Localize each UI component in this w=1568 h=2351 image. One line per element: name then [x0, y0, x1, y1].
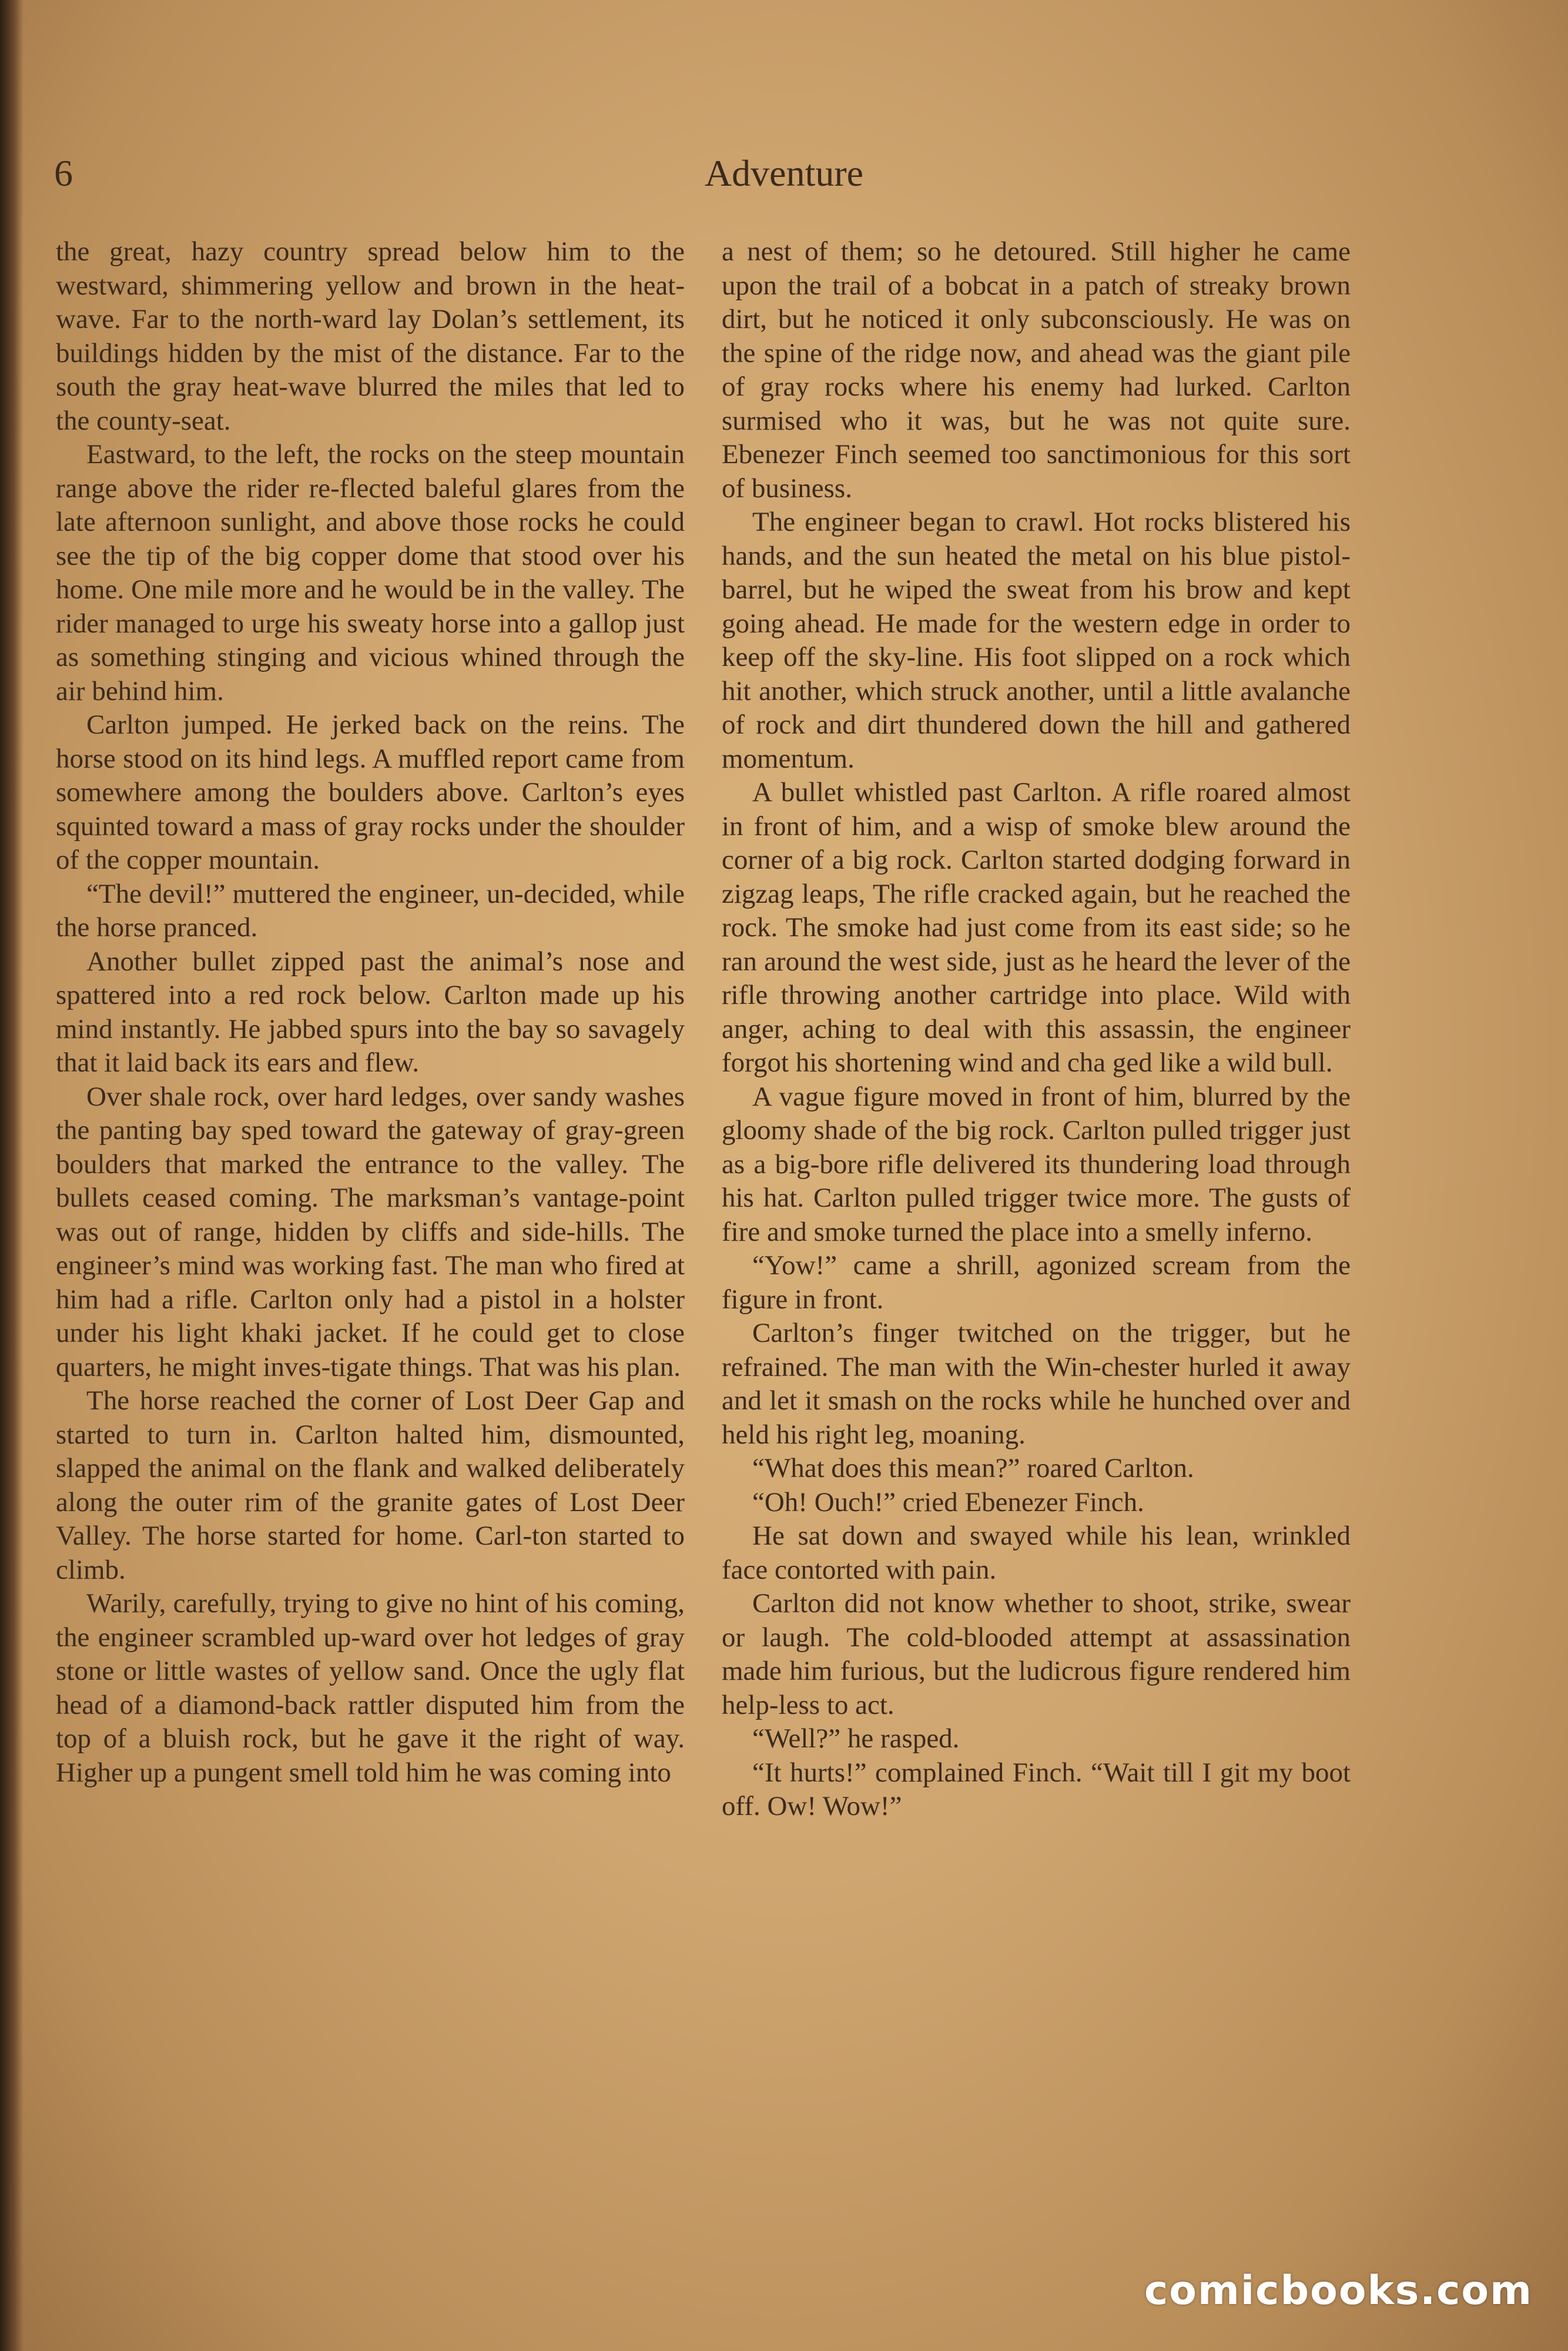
- paragraph: “Oh! Ouch!” cried Ebenezer Finch.: [752, 1486, 1144, 1518]
- paragraph: The horse reached the corner of Lost Deer Gap and started to turn in. Carlton halted him, dismounted, slapped the animal on the flank and walked deliberately along the outer rim of the granite gates of Lost Deer Valley. The horse started for home. Carl-ton started to climb.: [56, 1385, 685, 1585]
- paragraph: Warily, carefully, trying to give no hint of his coming, the engineer scrambled up-ward over hot ledges of gray stone or little wastes of yellow sand. Once the ugly flat head of a diamond-back rattler disputed him from the top of a bluish rock, but he gave it the right of way. Higher up a pungent smell told him he was coming into: [56, 1588, 685, 1788]
- watermark: comicbooks.com: [1144, 2268, 1533, 2314]
- paragraph: “It hurts!” complained Finch. “Wait till I git my boot off. Ow! Wow!”: [722, 1757, 1351, 1821]
- running-head: Adventure: [704, 152, 864, 194]
- paragraph: Carlton jumped. He jerked back on the reins. The horse stood on its hind legs. A muffled report came from somewhere among the boulders above. Carlton’s eyes squinted toward a mass of gray rocks under the shoulder of the copper mountain.: [56, 709, 685, 875]
- page-number: 6: [54, 152, 73, 194]
- left-column: [56, 235, 685, 1790]
- paragraph: Another bullet zipped past the animal’s nose and spattered into a red rock below. Carlton made up his mind instantly. He jabbed spurs into the bay so savagely that it laid back its ears and flew.: [56, 946, 685, 1078]
- paragraph: Eastward, to the left, the rocks on the steep mountain range above the rider re-flected baleful glares from the late afternoon sunlight, and above those rocks he could see the tip of the big copper dome that stood over his home. One mile more and he would be in the valley. The rider managed to urge his sweaty horse into a gallop just as something stinging and vicious whined through the air behind him.: [56, 439, 685, 706]
- paragraph: “Well?” he rasped.: [752, 1723, 960, 1754]
- paragraph: A vague figure moved in front of him, blurred by the gloomy shade of the big rock. Carlton pulled trigger just as a big-bore rifle delivered its thundering load through his hat. Carlton pulled trigger twice more. The gusts of fire and smoke turned the place into a smelly inferno.: [722, 1081, 1351, 1247]
- right-column: [722, 235, 1351, 1824]
- paragraph: The engineer began to crawl. Hot rocks blistered his hands, and the sun heated the metal on his blue pistol-barrel, but he wiped the sweat from his brow and kept going ahead. He made for the western edge in order to keep off the sky-line. His foot slipped on a rock which hit another, which struck another, until a little avalanche of rock and dirt thundered down the hill and gathered momentum.: [722, 507, 1351, 774]
- paragraph: He sat down and swayed while his lean, wrinkled face contorted with pain.: [722, 1521, 1351, 1585]
- paragraph: Carlton did not know whether to shoot, strike, swear or laugh. The cold-blooded attempt at assassination made him furious, but the ludicrous figure rendered him help-less to act.: [722, 1588, 1351, 1720]
- paragraph: A bullet whistled past Carlton. A rifle roared almost in front of him, and a wisp of smoke blew around the corner of a big rock. Carlton started dodging forward in zigzag leaps, The rifle cracked again, but he reached the rock. The smoke had just come from its east side; so he ran around the west side, just as he heard the lever of the rifle throwing another cartridge into place. Wild with anger, aching to deal with this assassin, the engineer forgot his shortening wind and cha ged like a wild bull.: [722, 777, 1351, 1078]
- paragraph: “The devil!” muttered the engineer, un-decided, while the horse pranced.: [56, 878, 685, 943]
- paragraph: a nest of them; so he detoured. Still higher he came upon the trail of a bobcat in a patch of streaky brown dirt, but he noticed it only subconsciously. He was on the spine of the ridge now, and ahead was the giant pile of gray rocks where his enemy had lurked. Carlton surmised who it was, but he was not quite sure. Ebenezer Finch seemed too sanctimonious for this sort of business.: [722, 236, 1351, 504]
- paragraph: “Yow!” came a shrill, agonized scream from the figure in front.: [722, 1250, 1351, 1315]
- paragraph: Carlton’s finger twitched on the trigger, but he refrained. The man with the Win-chester hurled it away and let it smash on the rocks while he hunched over and held his right leg, moaning.: [722, 1318, 1351, 1450]
- paragraph: Over shale rock, over hard ledges, over sandy washes the panting bay sped toward the gateway of gray-green boulders that marked the entrance to the valley. The bullets ceased coming. The marksman’s vantage-point was out of range, hidden by cliffs and side-hills. The engineer’s mind was working fast. The man who fired at him had a rifle. Carlton only had a pistol in a holster under his light khaki jacket. If he could get to close quarters, he might inves-tigate things. That was his plan.: [56, 1081, 685, 1382]
- paragraph: the great, hazy country spread below him to the westward, shimmering yellow and brown in the heat-wave. Far to the north-ward lay Dolan’s settlement, its buildings hidden by the mist of the distance. Far to the south the gray heat-wave blurred the miles that led to the county-seat.: [56, 236, 685, 436]
- page-spine-shadow: [0, 0, 24, 2351]
- paragraph: “What does this mean?” roared Carlton.: [752, 1453, 1194, 1483]
